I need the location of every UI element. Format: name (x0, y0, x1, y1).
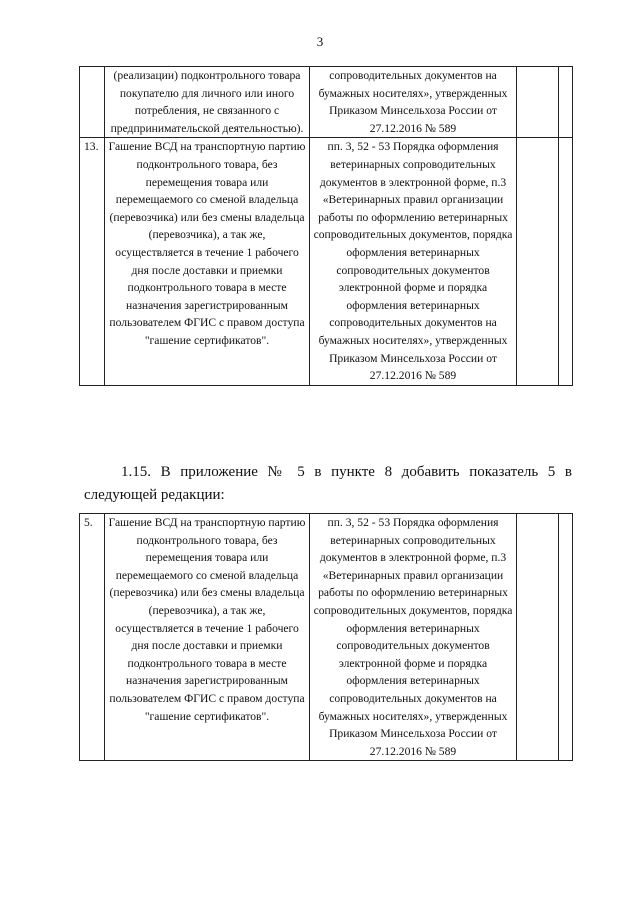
row-number (80, 67, 105, 138)
requirement-description: (реализации) подконтрольного товара покупателю для личного или иного потребления, не связанного с предпринимательской деятельностью). (105, 67, 310, 138)
amendment-paragraph (84, 461, 572, 507)
table-row (80, 138, 573, 385)
legal-reference: пп. 3, 52 - 53 Порядка оформления ветеринарных сопроводительных документов в электронной форме, п.3 «Ветеринарных правил организации работы по оформлению ветеринарных сопроводительных документов, порядка оформления ветеринарных сопроводительных документов электронной форме и порядка оформления ветеринарных сопроводительных документов на бумажных носителях», утвержденных Приказом Минсельхоза России от 27.12.2016 № 589 (310, 514, 517, 761)
legal-reference: сопроводительных документов на бумажных носителях», утвержденных Приказом Минсельхоза России от 27.12.2016 № 589 (310, 67, 517, 138)
page-number: 3 (316, 34, 324, 49)
empty-cell (517, 67, 559, 138)
requirements-table-continued (79, 66, 573, 386)
row-number: 5. (80, 514, 105, 761)
empty-cell (517, 514, 559, 761)
table-row (80, 514, 573, 761)
empty-cell (559, 67, 573, 138)
empty-cell (517, 138, 559, 385)
legal-reference: пп. 3, 52 - 53 Порядка оформления ветеринарных сопроводительных документов в электронной форме, п.3 «Ветеринарных правил организации работы по оформлению ветеринарных сопроводительных документов, порядка оформления ветеринарных сопроводительных документов электронной форме и порядка оформления ветеринарных сопроводительных документов на бумажных носителях», утвержденных Приказом Минсельхоза России от 27.12.2016 № 589 (310, 138, 517, 385)
row-number: 13. (80, 138, 105, 385)
requirements-table-new-indicator (79, 513, 573, 761)
requirement-description: Гашение ВСД на транспортную партию подконтрольного товара, без перемещения товара или перемещаемого со сменой владельца (перевозчика) или без смены владельца (перевозчика), а так же, осуществляется в течение 1 рабочего дня после доставки и приемки подконтрольного товара в месте назначения зарегистрированным пользователем ФГИС с правом доступа "гашение сертификатов". (105, 138, 310, 385)
empty-cell (559, 514, 573, 761)
table-row (80, 67, 573, 138)
requirement-description: Гашение ВСД на транспортную партию подконтрольного товара, без перемещения товара или перемещаемого со сменой владельца (перевозчика) или без смены владельца (перевозчика), а так же, осуществляется в течение 1 рабочего дня после доставки и приемки подконтрольного товара в месте назначения зарегистрированным пользователем ФГИС с правом доступа "гашение сертификатов". (105, 514, 310, 761)
amendment-text: 1.15. В приложение № 5 в пункте 8 добавить показатель 5 в следующей редакции: (84, 464, 572, 503)
empty-cell (559, 138, 573, 385)
